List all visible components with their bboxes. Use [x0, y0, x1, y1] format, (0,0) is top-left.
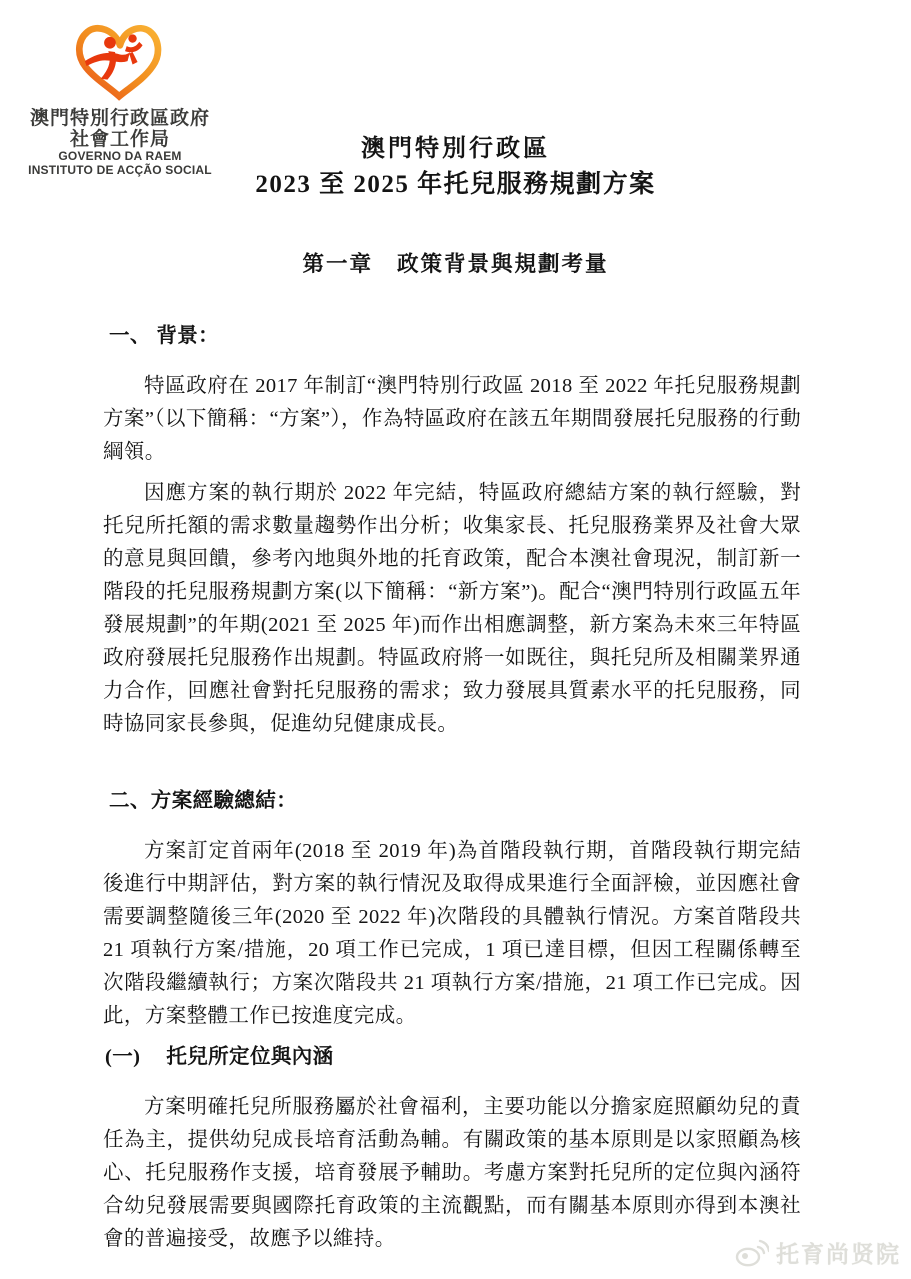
document-title [0, 132, 911, 203]
org-name-zh-line2: 社會工作局 [69, 129, 170, 150]
document-title-line2: 2023 至 2025 年托兒服務規劃方案 [255, 171, 656, 198]
chapter-heading [0, 247, 911, 278]
body-paragraph: 特區政府在 2017 年制訂“澳門特別行政區 2018 至 2022 年托兒服務規劃方案”（以下簡稱：“方案”），作為特區政府在該五年期間發展托兒服務的行動綱領。 [103, 375, 801, 463]
chapter-title: 政策背景與規劃考量 [397, 252, 609, 276]
section-heading-background: 一、 背景： [109, 325, 220, 347]
subsection-number: (一) [105, 1046, 141, 1068]
body-paragraph: 方案明確托兒所服務屬於社會福利，主要功能以分擔家庭照顧幼兒的責任為主，提供幼兒成長培育活動為輔。有關政策的基本原則是以家照顧為核心、托兒服務作支援，培育發展予輔助。考慮方案對托兒所的定位與內涵符合幼兒發展需要與國際托育政策的主流觀點，而有關基本原則亦得到本澳社會的普遍接受，故應予以維持。 [103, 1096, 801, 1250]
body-paragraph: 因應方案的執行期於 2022 年完結，特區政府總結方案的執行經驗，對托兒所托額的需求數量趨勢作出分析；收集家長、托兒服務業界及社會大眾的意見與回饋，參考內地與外地的托育政策，配合本澳社會現況，制訂新一階段的托兒服務規劃方案(以下簡稱：“新方案”)。配合“澳門特別行政區五年發展規劃”的年期(2021 至 2025 年)而作出相應調整，新方案為未來三年特區政府發展托兒服務作出規劃。特區政府將一如既往，與托兒所及相關業界通力合作，回應社會對托兒服務的需求；致力發展具質素水平的托兒服務，同時協同家長參與，促進幼兒健康成長。 [103, 482, 801, 735]
heart-with-figures-logo-icon [74, 20, 166, 104]
chapter-number: 第一章 [302, 252, 373, 276]
body-paragraph: 方案訂定首兩年(2018 至 2019 年)為首階段執行期，首階段執行期完結後進行中期評估，對方案的執行情況及取得成果進行全面評檢，並因應社會需要調整隨後三年(2020 至 2022 年)次階段的具體執行情況。方案首階段共 21 項執行方案/措施，20 項工作已完成，1 項已達目標，但因工程關係轉至次階段繼續執行；方案次階段共 21 項執行方案/措施，21 項工作已完成。因此，方案整體工作已按進度完成。 [103, 840, 801, 1027]
watermark-text: 托育尚贤院 [776, 1241, 901, 1267]
section-heading-experience-summary: 二、方案經驗總結： [109, 790, 298, 812]
org-name-zh-line1: 澳門特別行政區政府 [29, 108, 210, 129]
document-title-line1: 澳門特別行政區 [361, 136, 550, 162]
document-body [103, 320, 801, 1264]
watermark [735, 1236, 901, 1269]
weibo-icon [735, 1238, 769, 1268]
subsection-title: 托兒所定位與內涵 [166, 1046, 334, 1068]
org-name-pt-line1: GOVERNO DA RAEM [58, 149, 182, 163]
subsection-heading-positioning [105, 1041, 801, 1074]
org-name-pt-line2: INSTITUTO DE ACÇÃO SOCIAL [28, 162, 212, 177]
